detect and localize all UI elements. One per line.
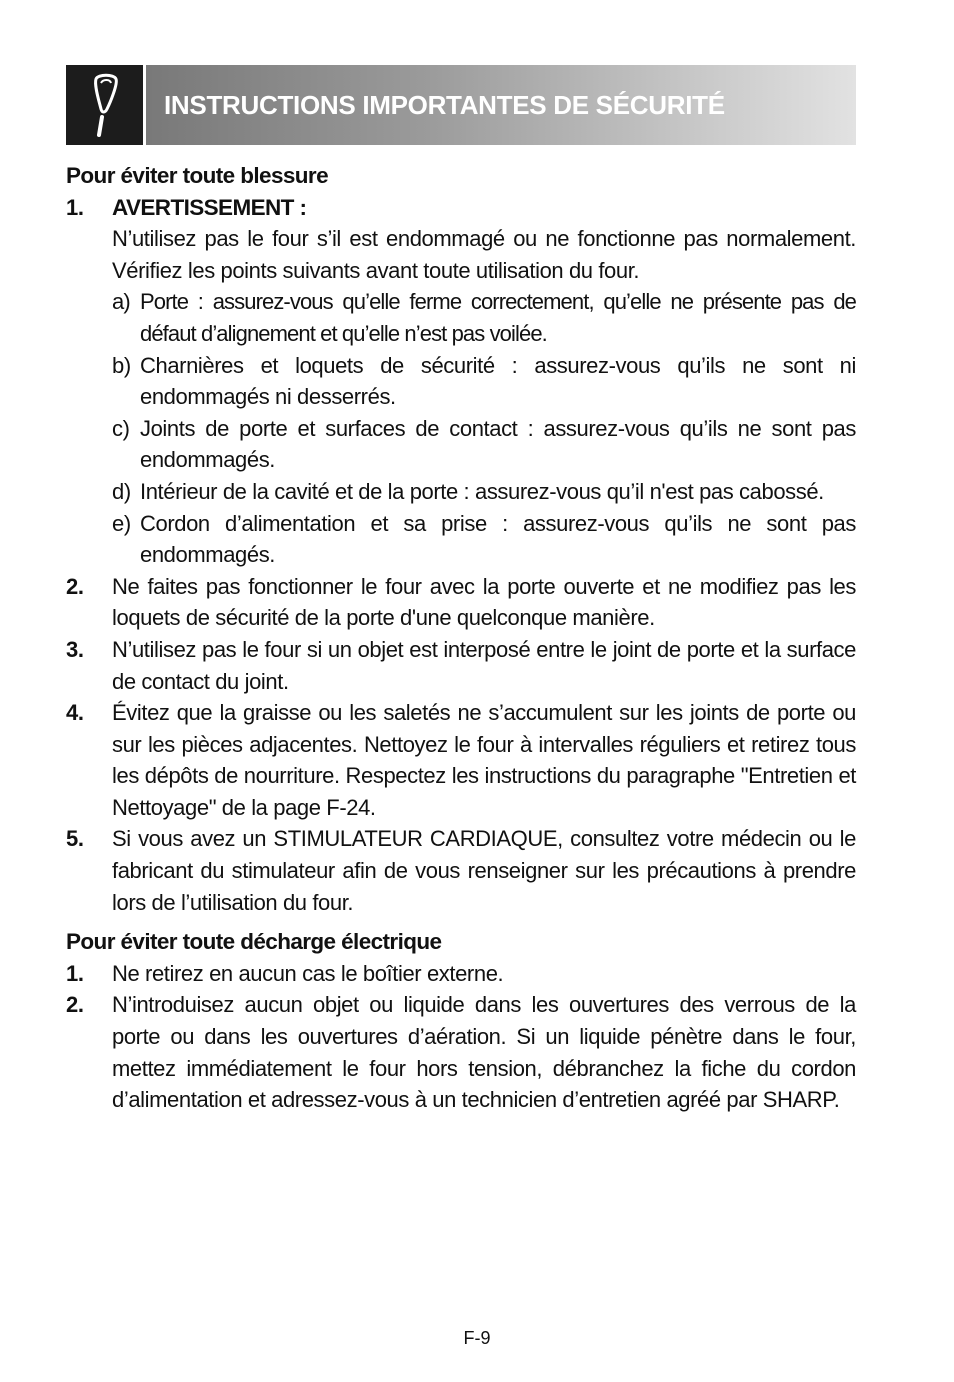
sub-item — [112, 286, 856, 349]
list-item — [66, 571, 856, 634]
sub-item-letter: c) — [112, 415, 130, 441]
item-text: Si vous avez un STIMULATEUR CARDIAQUE, consultez votre médecin ou le fabricant du stimulateur afin de vous renseigner sur les précautions à prendre lors de l’utilisation du four. — [112, 826, 856, 915]
item-text: N’utilisez pas le four s’il est endommagé ou ne fonctionne pas normalement. Vérifiez les points suivants avant toute utilisation du four. — [112, 226, 856, 283]
exclamation-mark-icon — [88, 73, 122, 137]
list-item — [66, 697, 856, 823]
item-number: 2. — [66, 573, 84, 599]
sub-item-letter: a) — [112, 289, 130, 315]
item-text: Ne faites pas fonctionner le four avec la porte ouverte et ne modifiez pas les loquets de sécurité de la porte d'une quelconque manière. — [112, 573, 856, 631]
section-title-injury: Pour éviter toute blessure — [66, 163, 328, 188]
warning-icon-box — [66, 65, 146, 145]
item-number: 5. — [66, 826, 84, 852]
sub-item-letter: b) — [112, 352, 131, 378]
sub-item-text: Charnières et loquets de sécurité : assurez-vous qu’ils ne sont ni endommagés ni desserrés. — [140, 352, 856, 410]
sub-item-letter: d) — [112, 478, 131, 504]
sub-item-text: Porte : assurez-vous qu’elle ferme correctement, qu’elle ne présente pas de défaut d’alignement et qu’elle n’est pas voilée. — [140, 289, 856, 346]
item-number: 1. — [66, 960, 84, 986]
page-title: INSTRUCTIONS IMPORTANTES DE SÉCURITÉ — [164, 90, 725, 120]
section-header — [66, 65, 856, 145]
sub-item — [112, 508, 856, 571]
item-number: 2. — [66, 992, 84, 1018]
item-text: Ne retirez en aucun cas le boîtier externe. — [112, 960, 504, 986]
item-number: 4. — [66, 700, 84, 726]
list-item — [66, 634, 856, 697]
warning-heading: AVERTISSEMENT : — [112, 194, 307, 220]
sub-item-text: Joints de porte et surfaces de contact : assurez-vous qu’ils ne sont pas endommagés. — [140, 415, 856, 473]
item-text: N’utilisez pas le four si un objet est interposé entre le joint de porte et la surface de contact du joint. — [112, 636, 856, 694]
sub-item-letter: e) — [112, 510, 131, 536]
sub-item-text: Intérieur de la cavité et de la porte : assurez-vous qu’il n'est pas cabossé. — [140, 478, 824, 504]
item-text: Évitez que la graisse ou les saletés ne s’accumulent sur les joints de porte ou sur les pièces adjacentes. Nettoyez le four à intervalles réguliers et retirez tous les dépôts de nourriture. Respectez les instructions du paragraphe "Entretien et Nettoyage" de la page F-24. — [112, 700, 856, 820]
sub-item-text: Cordon d’alimentation et sa prise : assurez-vous qu’ils ne sont pas endommagés. — [140, 510, 856, 568]
sub-item — [112, 476, 856, 508]
page-number: F-9 — [463, 1328, 491, 1348]
sub-item — [112, 413, 856, 476]
list-item — [66, 823, 856, 918]
item-number: 1. — [66, 194, 84, 220]
list-item — [66, 192, 856, 571]
item-text: N’introduisez aucun objet ou liquide dans les ouvertures des verrous de la porte ou dans les ouvertures d’aération. Si un liquide pénètre dans le four, mettez immédiatement le four hors tension, débranchez la fiche du cordon d’alimentation et adressez-vous à un technicien d’entretien agréé par SHARP. — [112, 992, 856, 1113]
list-item — [66, 958, 856, 990]
list-item — [66, 989, 856, 1115]
document-body — [66, 160, 856, 1116]
sub-item — [112, 350, 856, 413]
item-number: 3. — [66, 636, 84, 662]
section-title-electric-shock: Pour éviter toute décharge électrique — [66, 929, 442, 955]
